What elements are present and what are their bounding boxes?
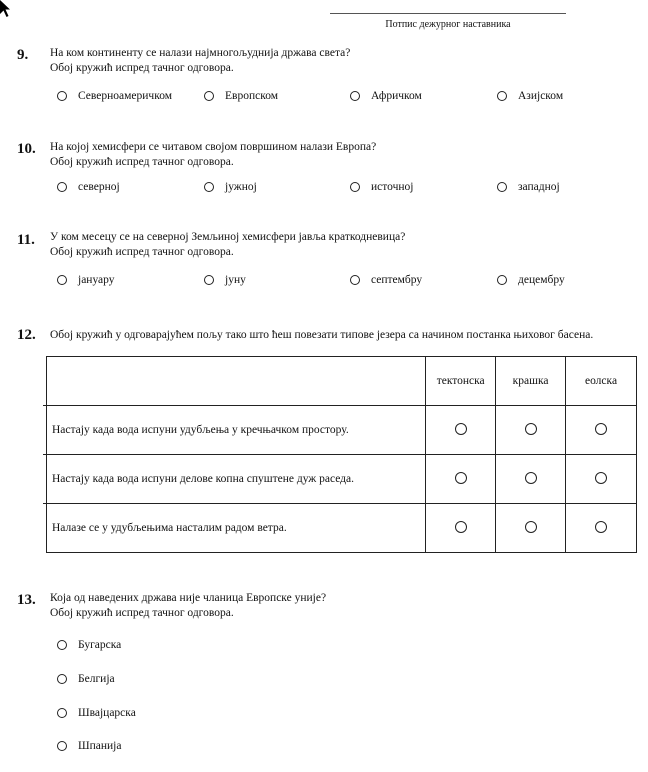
question-11-prompt: У ком месецу се на северној Земљиној хемисфери јавља краткодневица? xyxy=(50,231,406,243)
question-13-instruction: Обој кружић испред тачног одговора. xyxy=(50,607,234,619)
question-11-text xyxy=(50,230,405,260)
question-10-instruction: Обој кружић испред тачног одговора. xyxy=(50,156,234,168)
matrix-header-row xyxy=(47,357,637,406)
radio-button[interactable] xyxy=(350,91,360,101)
question-13-number: 13. xyxy=(17,592,36,608)
column-header-tectonic: тектонска xyxy=(426,357,496,406)
radio-button[interactable] xyxy=(204,91,214,101)
matrix-row xyxy=(47,406,637,455)
question-10-text xyxy=(50,140,376,170)
radio-button[interactable] xyxy=(497,275,507,285)
question-10-option-1[interactable]: северној xyxy=(57,181,120,193)
radio-button[interactable] xyxy=(57,741,67,751)
question-9-option-1[interactable]: Северноамеричком xyxy=(57,90,172,102)
question-12-number: 12. xyxy=(17,327,36,343)
matrix-cell[interactable] xyxy=(566,504,637,553)
signature-line xyxy=(330,13,566,14)
radio-button[interactable] xyxy=(57,640,67,650)
radio-button[interactable] xyxy=(204,182,214,192)
question-13-option-2[interactable]: Белгија xyxy=(57,673,115,685)
question-9-prompt: На ком континенту се налази најмногољуднија држава света? xyxy=(50,47,351,59)
question-9-number: 9. xyxy=(17,47,29,63)
matrix-cell[interactable] xyxy=(426,455,496,504)
question-11-option-1[interactable]: јануару xyxy=(57,274,115,286)
matrix-cell[interactable] xyxy=(426,406,496,455)
radio-button[interactable] xyxy=(595,423,607,435)
radio-button[interactable] xyxy=(455,521,467,533)
question-10-number: 10. xyxy=(17,141,36,157)
table-tick-mark xyxy=(43,503,47,504)
question-13-option-4[interactable]: Шпанија xyxy=(57,740,121,752)
question-13-option-1[interactable]: Бугарска xyxy=(57,639,121,651)
question-10-option-2[interactable]: јужној xyxy=(204,181,257,193)
question-11-option-2[interactable]: јуну xyxy=(204,274,246,286)
radio-button[interactable] xyxy=(350,275,360,285)
radio-button[interactable] xyxy=(57,182,67,192)
matrix-cell[interactable] xyxy=(496,406,566,455)
table-tick-mark xyxy=(43,454,47,455)
question-9-instruction: Обој кружић испред тачног одговора. xyxy=(50,62,234,74)
column-header-aeolian: еолска xyxy=(566,357,637,406)
question-10-option-4[interactable]: западној xyxy=(497,181,560,193)
radio-button[interactable] xyxy=(455,423,467,435)
question-11-instruction: Обој кружић испред тачног одговора. xyxy=(50,246,234,258)
question-13-text xyxy=(50,591,326,621)
question-13-prompt: Која од наведених држава није чланица Европске уније? xyxy=(50,592,327,604)
question-10-prompt: На којој хемисфери се читавом својом површином налази Европа? xyxy=(50,141,377,153)
matrix-corner-cell xyxy=(47,357,426,406)
matrix-row-label: Налазе се у удубљењима насталим радом ветра. xyxy=(47,504,426,553)
radio-button[interactable] xyxy=(455,472,467,484)
question-9-option-2[interactable]: Европском xyxy=(204,90,278,102)
radio-button[interactable] xyxy=(525,472,537,484)
radio-button[interactable] xyxy=(204,275,214,285)
signature-label: Потпис дежурног наставника xyxy=(385,19,511,30)
radio-button[interactable] xyxy=(57,674,67,684)
radio-button[interactable] xyxy=(595,521,607,533)
question-9-option-3[interactable]: Афричком xyxy=(350,90,422,102)
radio-button[interactable] xyxy=(497,91,507,101)
matrix-row xyxy=(47,455,637,504)
radio-button[interactable] xyxy=(525,423,537,435)
matrix-row-label: Настају када вода испуни делове копна спуштене дуж раседа. xyxy=(47,455,426,504)
question-11-option-4[interactable]: децембру xyxy=(497,274,565,286)
column-header-karst: крашка xyxy=(496,357,566,406)
question-13-option-3[interactable]: Швајцарска xyxy=(57,707,136,719)
mouse-cursor-icon xyxy=(0,0,14,20)
radio-button[interactable] xyxy=(595,472,607,484)
matrix-cell[interactable] xyxy=(566,455,637,504)
radio-button[interactable] xyxy=(525,521,537,533)
radio-button[interactable] xyxy=(57,275,67,285)
table-tick-mark xyxy=(43,405,47,406)
lake-type-matrix xyxy=(46,356,637,553)
radio-button[interactable] xyxy=(57,708,67,718)
question-11-option-3[interactable]: септембру xyxy=(350,274,422,286)
matrix-row xyxy=(47,504,637,553)
matrix-row-label: Настају када вода испуни удубљења у кречњачком простору. xyxy=(47,406,426,455)
question-11-number: 11. xyxy=(17,232,35,248)
question-12-prompt: Обој кружић у одговарајућем пољу тако што ћеш повезати типове језера са начином постанка њиховог басена. xyxy=(50,329,594,341)
question-9-text xyxy=(50,46,350,76)
matrix-cell[interactable] xyxy=(566,406,637,455)
radio-button[interactable] xyxy=(497,182,507,192)
radio-button[interactable] xyxy=(350,182,360,192)
matrix-cell[interactable] xyxy=(426,504,496,553)
question-10-option-3[interactable]: источној xyxy=(350,181,413,193)
question-9-option-4[interactable]: Азијском xyxy=(497,90,563,102)
matrix-cell[interactable] xyxy=(496,455,566,504)
matrix-cell[interactable] xyxy=(496,504,566,553)
radio-button[interactable] xyxy=(57,91,67,101)
